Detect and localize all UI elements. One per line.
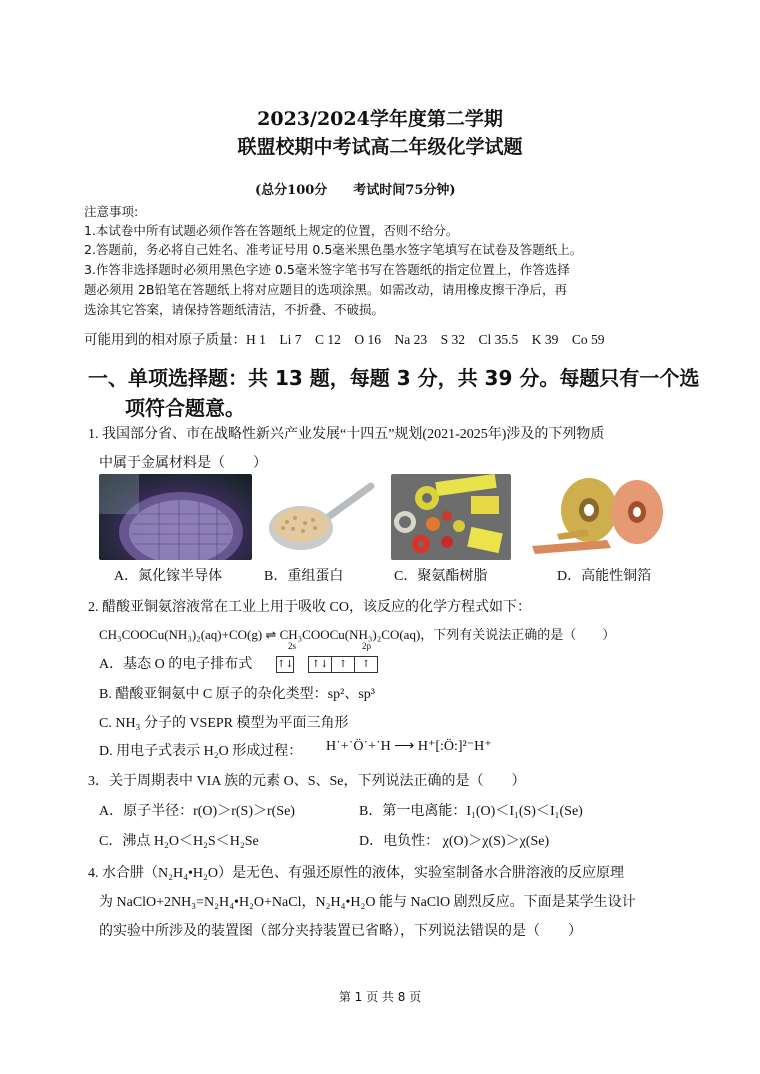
- q1-option-c: C．聚氨酯树脂: [394, 569, 488, 584]
- note-2: 2.答题前，务必将自己姓名、准考证号用 0.5毫米黑色墨水签字笔填写在试卷及答题纸上。: [84, 242, 583, 257]
- q3-option-c: C．沸点 H₂O＜H₂S＜H₂Se: [99, 834, 259, 849]
- note-3-line-2: 题必须用 2B铅笔在答题纸上将对应题目的选项涂黑。如需改动，请用橡皮擦干净后，再: [84, 282, 568, 297]
- section-heading-line-2: 项符合题意。: [125, 396, 245, 420]
- q2-option-b: B. 醋酸亚铜氨中 C 原子的杂化类型：sp²、sp³: [99, 687, 375, 702]
- q3-option-d: D．电负性： χ(O)＞χ(S)＞χ(Se): [359, 834, 550, 849]
- q1-option-a: A．氮化镓半导体: [114, 569, 223, 584]
- orbital-label-2p: 2p: [362, 641, 371, 651]
- q2-equation: CH₃COOCu(NH₃)₂(aq)+CO(g) ⇌ CH₃COOCu(NH₃)₂CO(aq)，下列有关说法正确的是（ ）: [99, 627, 616, 642]
- orbital-label-2s: 2s: [288, 641, 297, 651]
- note-3-line-1: 3.作答非选择题时必须用黑色字迹 0.5毫米签字笔书写在答题纸的指定位置上，作答选择: [84, 262, 570, 277]
- copper-foil-rolls-image: [527, 474, 667, 560]
- q3-option-b: B．第一电离能：I₁(O)＜I₁(S)＜I₁(Se): [359, 804, 583, 819]
- q4-stem-line-1: 4. 水合肼（N₂H₄•H₂O）是无色、有强还原性的液体，实验室制备水合肼溶液的反应原理: [88, 866, 624, 881]
- exam-info: (总分100分 考试时间75分钟): [255, 183, 456, 198]
- q3-option-a: A．原子半径：r(O)＞r(S)＞r(Se): [99, 804, 295, 819]
- q2-option-d: D. 用电子式表示 H₂O 形成过程：: [99, 744, 303, 759]
- orbital-box: ↑: [331, 656, 355, 673]
- orbital-box: ↑: [354, 656, 378, 673]
- orbital-2s: [276, 654, 293, 673]
- q1-option-b: B．重组蛋白: [264, 569, 344, 584]
- page-footer: 第 1 页 共 8 页: [338, 990, 422, 1004]
- q1-stem-line-2: 中属于金属材料是（ ）: [99, 456, 267, 471]
- note-1: 1.本试卷中所有试题必须作答在答题纸上规定的位置，否则不给分。: [84, 223, 459, 238]
- q1-option-d: D．高能性铜箔: [557, 569, 652, 584]
- gallium-nitride-wafer-image: [99, 474, 252, 560]
- q2-option-a: A．基态 O 的电子排布式: [99, 657, 253, 672]
- orbital-box: ↑↓: [276, 656, 294, 673]
- note-3-line-3: 选涂其它答案，请保持答题纸清洁，不折叠、不破损。: [84, 302, 385, 317]
- q2-stem: 2. 醋酸亚铜氨溶液常在工业上用于吸收 CO，该反应的化学方程式如下：: [88, 600, 531, 615]
- q3-stem: 3．关于周期表中 VIA 族的元素 O、S、Se，下列说法正确的是（ ）: [88, 774, 526, 789]
- recombinant-protein-scoop-image: [265, 478, 375, 558]
- notes-heading: 注意事项:: [84, 204, 139, 219]
- orbital-diagram: [276, 654, 387, 673]
- q2-option-c: C. NH₃ 分子的 VSEPR 模型为平面三角形: [99, 716, 349, 731]
- section-heading-line-1: 一、单项选择题：共 13 题，每题 3 分，共 39 分。每题只有一个选: [88, 366, 700, 390]
- orbital-box: ↑↓: [308, 656, 332, 673]
- title-line-1: 2023/2024学年度第二学期: [257, 108, 503, 130]
- orbital-2p: [308, 654, 377, 673]
- q1-stem-line-1: 1. 我国部分省、市在战略性新兴产业发展“十四五”规划(2021-2025年)涉及的下列物质: [88, 427, 605, 442]
- title-line-2: 联盟校期中考试高二年级化学试题: [237, 136, 523, 158]
- polyurethane-resin-parts-image: [391, 474, 511, 560]
- q4-stem-line-3: 的实验中所涉及的装置图（部分夹持装置已省略），下列说法错误的是（ ）: [99, 924, 582, 939]
- electron-formula: H˙+˙Ö˙+˙H ⟶ H⁺[:Ö:]²⁻H⁺: [326, 739, 492, 754]
- atomic-masses: 可能用到的相对原子质量：H 1 Li 7 C 12 O 16 Na 23 S 32 Cl 35.5 K 39 Co 59: [84, 332, 605, 347]
- q4-stem-line-2: 为 NaClO+2NH₃=N₂H₄•H₂O+NaCl，N₂H₄•H₂O 能与 NaClO 剧烈反应。下面是某学生设计: [99, 895, 636, 910]
